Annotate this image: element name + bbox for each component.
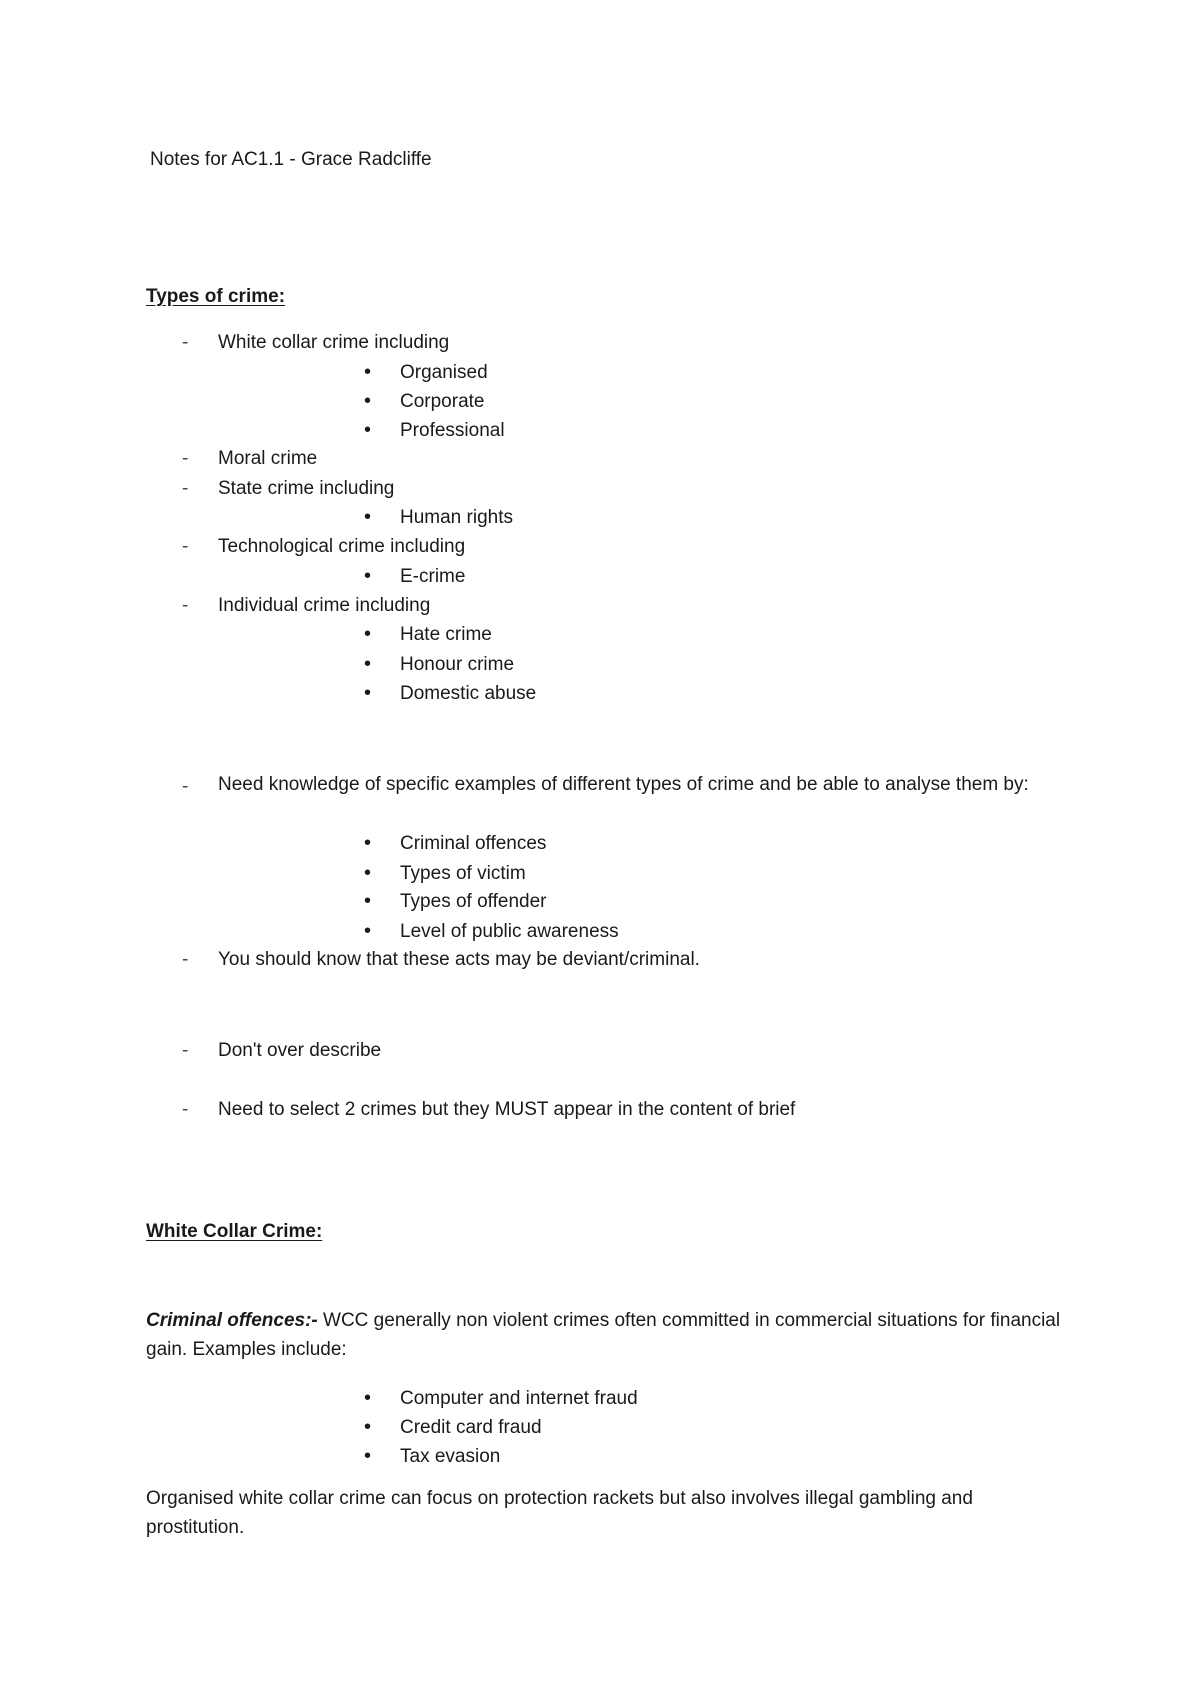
crime-subtype-item — [364, 683, 536, 703]
white-collar-heading: White Collar Crime: — [146, 1221, 323, 1242]
analysis-criterion-label: Types of offender — [400, 891, 547, 912]
wcc-example-label: Computer and internet fraud — [400, 1388, 638, 1409]
crime-subtype-label: Domestic abuse — [400, 683, 537, 704]
deviant-note-text: You should know that these acts may be deviant/criminal. — [218, 949, 700, 970]
crime-subtype-label: Hate crime — [400, 624, 492, 645]
analysis-criterion-item — [364, 921, 619, 941]
bullet-marker: • — [364, 920, 372, 942]
bullet-marker: • — [364, 506, 372, 528]
crime-type-item — [182, 537, 465, 556]
crime-subtype-item — [364, 624, 492, 644]
bullet-marker: • — [364, 890, 372, 912]
wcc-example-item — [364, 1446, 500, 1466]
organised-wcc-paragraph: Organised white collar crime can focus on protection rackets but also involves illegal gambling and prostitution. — [146, 1488, 973, 1538]
wcc-example-label: Credit card fraud — [400, 1417, 542, 1438]
crime-subtype-label: Professional — [400, 420, 505, 441]
crime-type-item — [182, 333, 449, 352]
crime-type-item — [182, 479, 394, 498]
analysis-criterion-item — [364, 833, 546, 853]
wcc-example-item — [364, 1417, 542, 1437]
crime-type-item — [182, 596, 430, 615]
crime-subtype-item — [364, 507, 513, 527]
crime-subtype-item — [364, 654, 514, 674]
crime-type-label: Individual crime including — [218, 595, 431, 616]
bullet-marker: • — [364, 361, 372, 383]
select-note-item — [182, 1100, 795, 1119]
dash-marker: - — [182, 595, 189, 616]
crime-subtype-item — [364, 420, 505, 440]
bullet-marker: • — [364, 653, 372, 675]
crime-subtype-item — [364, 362, 488, 382]
bullet-marker: • — [364, 419, 372, 441]
crime-type-label: Moral crime — [218, 448, 318, 469]
wcc-example-item — [364, 1388, 638, 1408]
dash-marker: - — [182, 536, 189, 557]
bullet-marker: • — [364, 1445, 372, 1467]
bullet-marker: • — [364, 1387, 372, 1409]
analysis-criterion-item — [364, 891, 546, 911]
dash-marker: - — [182, 1040, 189, 1061]
describe-note-text: Don't over describe — [218, 1040, 382, 1061]
knowledge-note-marker-row — [182, 777, 218, 796]
crime-type-label: State crime including — [218, 478, 395, 499]
crime-type-item — [182, 449, 317, 468]
dash-marker: - — [182, 776, 189, 797]
analysis-criterion-label: Criminal offences — [400, 833, 547, 854]
analysis-criterion-label: Level of public awareness — [400, 921, 619, 942]
select-note-text: Need to select 2 crimes but they MUST appear in the content of brief — [218, 1099, 796, 1120]
crime-subtype-label: E-crime — [400, 566, 466, 587]
wcc-example-label: Tax evasion — [400, 1446, 501, 1467]
bullet-marker: • — [364, 832, 372, 854]
bullet-marker: • — [364, 565, 372, 587]
criminal-offences-label: Criminal offences:- — [146, 1310, 318, 1331]
dash-marker: - — [182, 1099, 189, 1120]
knowledge-note-text: Need knowledge of specific examples of different types of crime and be able to analyse them by: — [218, 774, 1029, 795]
bullet-marker: • — [364, 682, 372, 704]
bullet-marker: • — [364, 862, 372, 884]
document-title: Notes for AC1.1 - Grace Radcliffe — [150, 149, 432, 170]
bullet-marker: • — [364, 390, 372, 412]
dash-marker: - — [182, 448, 189, 469]
bullet-marker: • — [364, 1416, 372, 1438]
bullet-marker: • — [364, 623, 372, 645]
describe-note-item — [182, 1041, 381, 1060]
analysis-criterion-item — [364, 863, 526, 883]
crime-subtype-item — [364, 566, 465, 586]
crime-subtype-label: Organised — [400, 362, 488, 383]
analysis-criterion-label: Types of victim — [400, 863, 526, 884]
criminal-offences-paragraph — [146, 1306, 1066, 1364]
deviant-note-item — [182, 950, 700, 969]
crime-type-label: Technological crime including — [218, 536, 466, 557]
dash-marker: - — [182, 949, 189, 970]
types-of-crime-heading: Types of crime: — [146, 286, 286, 307]
criminal-offences-text: WCC generally non violent crimes often committed in commercial situations for financial gain. Examples include: — [146, 1310, 1061, 1360]
dash-marker: - — [182, 332, 189, 353]
crime-type-label: White collar crime including — [218, 332, 450, 353]
dash-marker: - — [182, 478, 189, 499]
crime-subtype-label: Honour crime — [400, 654, 515, 675]
crime-subtype-item — [364, 391, 485, 411]
crime-subtype-label: Human rights — [400, 507, 513, 528]
crime-subtype-label: Corporate — [400, 391, 485, 412]
